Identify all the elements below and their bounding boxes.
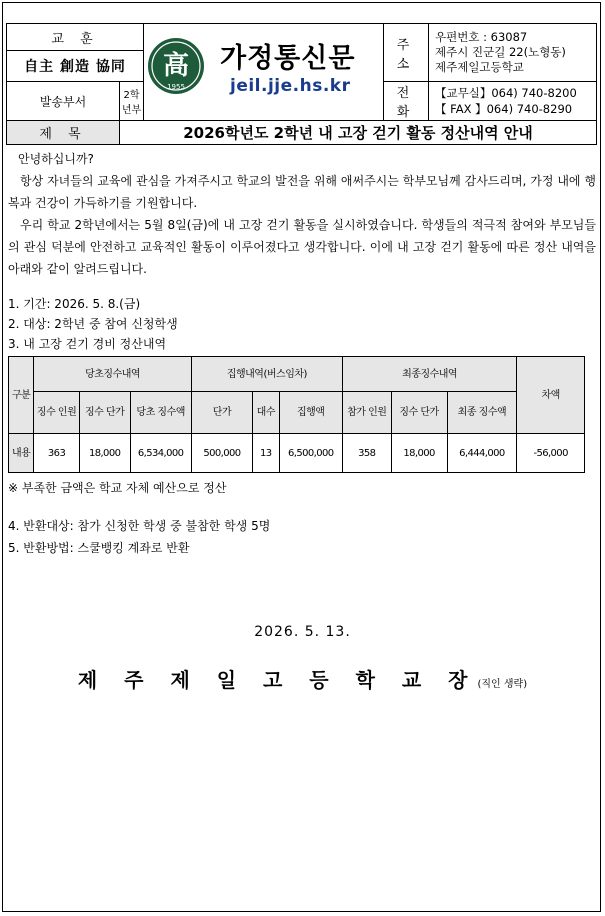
title-label: 제 목 [7,121,120,145]
letterhead-table [6,23,597,145]
group-final-header: 최종징수내역 [342,357,516,392]
table-cell: 363 [34,434,79,473]
list-item-refund-target: 4. 반환대상: 참가 신청한 학생 중 불참한 학생 5명 [8,519,271,533]
table-cell: 500,000 [191,434,252,473]
table-cell: 18,000 [391,434,447,473]
motto-label: 교 훈 [7,24,144,51]
address-line: 우편번호 : 63087 [435,30,528,44]
list-item-period: 1. 기간: 2026. 5. 8.(금) [8,297,141,311]
table-cell: 13 [253,434,279,473]
seal-note: (직인 생략) [477,679,528,690]
emblem-char: 高 [162,51,190,81]
greeting: 안녕하십니까? [18,152,94,166]
sub-header: 대수 [253,392,279,434]
address-block [429,24,597,82]
school-emblem-icon [147,37,205,95]
principal-name: 제 주 제 일 고 등 학 교 장 [77,668,478,692]
masthead [144,24,384,121]
school-url[interactable]: jeil.jje.hs.kr [230,76,351,96]
paragraph-2: 우리 학교 2학년에서는 5월 8일(금)에 내 고장 걷기 활동을 실시하였습니다. 학생들의 적극적 참여와 부모님들의 관심 덕분에 안전하고 교육적인 활동이 이루어졌다고 생각합니다. 이에 내 고장 걷기 활동에 따른 정산 내역을 아래와 같이 알려드립니다. [8,218,596,276]
list-item-expenses: 3. 내 고장 걷기 경비 정산내역 [8,337,167,351]
address-line: 제주제일고등학교 [435,60,524,74]
table-cell: 18,000 [79,434,130,473]
address-label: 주 소 [384,24,429,82]
sub-header: 징수 단가 [79,392,130,434]
group-original-header: 당초징수내역 [34,357,191,392]
list-item-refund-method: 5. 반환방법: 스쿨뱅킹 계좌로 반환 [8,541,190,555]
paper-name: 가정통신문 [220,43,356,74]
sub-header: 당초 징수액 [130,392,191,434]
signature-line [0,664,605,693]
row-label: 내용 [9,434,34,473]
table-cell: -56,000 [517,434,585,473]
settlement-table [8,356,585,473]
phone-block [429,82,597,121]
phone-line: 【교무실】064) 740-8200 [435,86,577,100]
table-cell: 6,444,000 [447,434,517,473]
phone-line: 【 FAX 】064) 740-8290 [435,102,573,116]
diff-header: 차액 [517,357,585,434]
emblem-year: 1955 [167,83,185,91]
paragraph-1: 항상 자녀들의 교육에 관심을 가져주시고 학교의 발전을 위해 애써주시는 학부모님께 감사드리며, 가정 내에 행복과 건강이 가득하기를 기원합니다. [8,174,596,210]
table-cell: 358 [342,434,391,473]
sub-header: 징수 인원 [34,392,79,434]
col-category-header: 구분 [9,357,34,434]
sub-header: 최종 징수액 [447,392,517,434]
table-row [9,434,585,473]
dept-label: 발송부서 [7,82,120,121]
issue-date: 2026. 5. 13. [254,624,351,640]
notice-title: 2026학년도 2학년 내 고장 걷기 활동 정산내역 안내 [120,121,597,145]
address-line: 제주시 진군길 22(노형동) [435,45,566,59]
sub-header: 집행액 [279,392,342,434]
shortfall-note: ※ 부족한 금액은 학교 자체 예산으로 정산 [8,481,227,495]
dept-value: 2학년부 [120,82,144,121]
table-cell: 6,500,000 [279,434,342,473]
sub-header: 참가 인원 [342,392,391,434]
sub-header: 징수 단가 [391,392,447,434]
sub-header: 단가 [191,392,252,434]
table-cell: 6,534,000 [130,434,191,473]
phone-label: 전 화 [384,82,429,121]
group-spent-header: 집행내역(버스임차) [191,357,342,392]
list-item-target: 2. 대상: 2학년 중 참여 신청학생 [8,317,178,331]
school-motto: 自主 創造 協同 [7,51,144,82]
